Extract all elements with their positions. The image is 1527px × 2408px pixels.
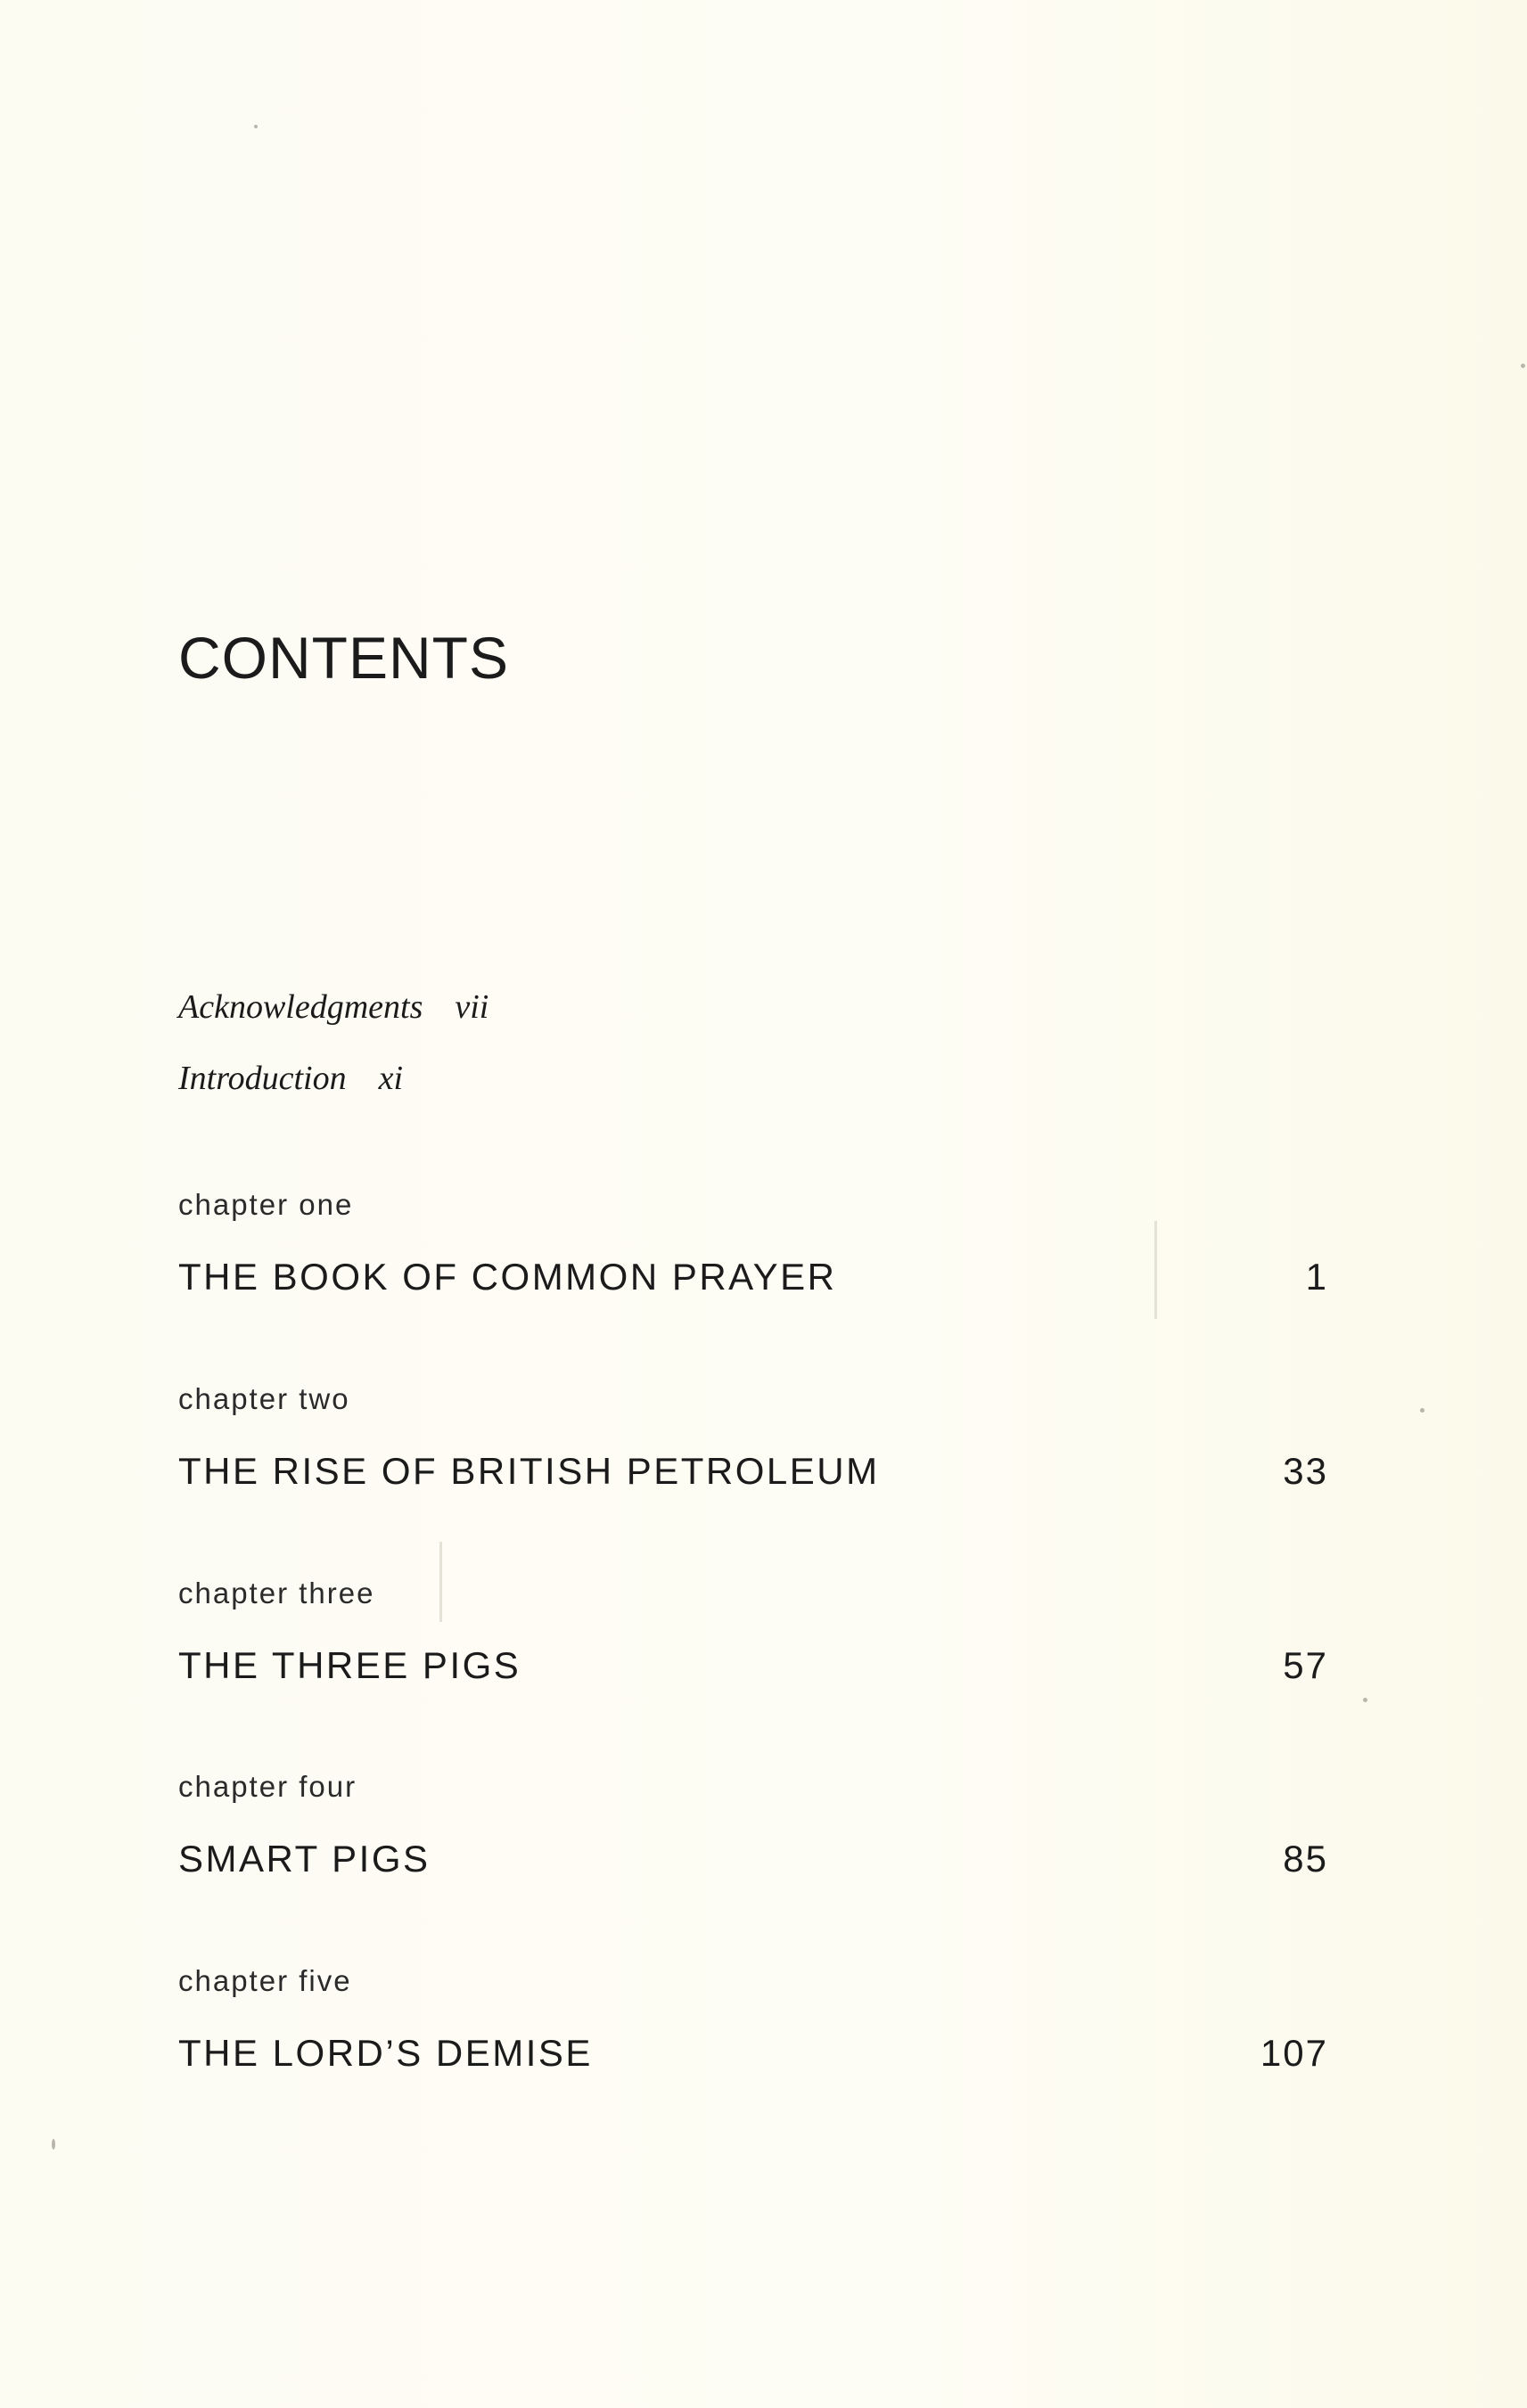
page-title: CONTENTS [178, 625, 509, 691]
dust-speck [1363, 1698, 1367, 1702]
chapter-title: THE RISE OF BRITISH PETROLEUM [178, 1450, 880, 1492]
chapter-title: THE LORD’S DEMISE [178, 2032, 593, 2074]
chapter-row [178, 1256, 1328, 1309]
front-matter-entry[interactable] [178, 1059, 403, 1098]
front-matter-page: xi [378, 1060, 404, 1097]
chapter-entry[interactable] [178, 1770, 1328, 1891]
chapter-page-number: 107 [1260, 2032, 1328, 2074]
front-matter-label: Introduction [178, 1060, 347, 1097]
dust-speck [1521, 364, 1525, 368]
chapter-page-number: 33 [1283, 1450, 1328, 1492]
chapter-label: chapter five [178, 1964, 352, 1997]
chapter-label: chapter four [178, 1770, 357, 1803]
chapter-page-number: 57 [1283, 1644, 1328, 1686]
front-matter-entry[interactable] [178, 987, 488, 1027]
chapter-entry[interactable] [178, 1577, 1328, 1698]
chapter-entry[interactable] [178, 1382, 1328, 1503]
chapter-page-number: 85 [1283, 1838, 1328, 1880]
chapter-row [178, 1450, 1328, 1503]
dust-speck [52, 2139, 55, 2150]
chapter-page-number: 1 [1305, 1256, 1328, 1298]
dust-speck [1420, 1408, 1424, 1413]
chapter-title: THE BOOK OF COMMON PRAYER [178, 1256, 837, 1298]
chapter-row [178, 1838, 1328, 1891]
front-matter-page: vii [455, 988, 489, 1026]
chapter-title: SMART PIGS [178, 1838, 431, 1880]
chapter-row [178, 2032, 1328, 2085]
chapter-row [178, 1644, 1328, 1698]
chapter-title: THE THREE PIGS [178, 1644, 521, 1686]
dust-speck [254, 125, 258, 128]
chapter-label: chapter three [178, 1577, 375, 1609]
chapter-label: chapter one [178, 1188, 354, 1221]
chapter-entry[interactable] [178, 1188, 1328, 1309]
front-matter-label: Acknowledgments [178, 988, 423, 1026]
chapter-entry[interactable] [178, 1964, 1328, 2085]
chapter-label: chapter two [178, 1382, 350, 1415]
